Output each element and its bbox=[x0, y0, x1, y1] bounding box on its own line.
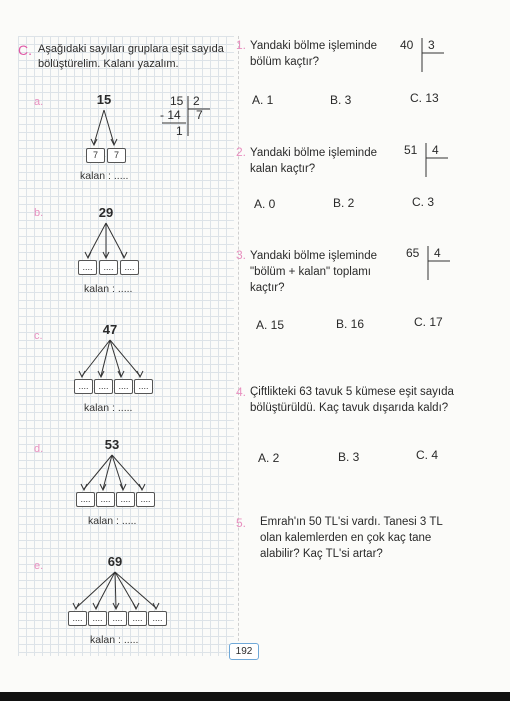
tree-number: 47 bbox=[102, 322, 118, 337]
section-letter: C. bbox=[18, 42, 32, 58]
answer-box[interactable]: .... bbox=[96, 492, 115, 507]
option-b[interactable]: B. 16 bbox=[336, 317, 365, 331]
kalan-label: kalan : ..... bbox=[84, 283, 133, 295]
division-dividend: 51 bbox=[404, 143, 418, 157]
division-divisor: 4 bbox=[432, 143, 439, 157]
option-a[interactable]: A. 15 bbox=[256, 318, 285, 332]
option-c[interactable]: C. 17 bbox=[414, 315, 443, 329]
question-text: Yandaki bölme işleminde bölüm kaçtır? bbox=[250, 40, 377, 68]
division-divisor: 3 bbox=[428, 38, 435, 52]
division-lines bbox=[160, 94, 220, 140]
option-a[interactable]: A. 1 bbox=[252, 93, 274, 107]
answer-box[interactable]: .... bbox=[136, 492, 155, 507]
answer-box[interactable]: .... bbox=[88, 611, 107, 626]
option-b[interactable]: B. 2 bbox=[333, 196, 355, 210]
kalan-label: kalan : ..... bbox=[90, 634, 139, 646]
option-b[interactable]: B. 3 bbox=[330, 93, 352, 107]
item-letter: e. bbox=[34, 560, 44, 572]
answer-box[interactable]: .... bbox=[94, 379, 113, 394]
item-letter: c. bbox=[34, 330, 43, 342]
tree-arrows bbox=[76, 221, 140, 261]
division-dividend: 65 bbox=[406, 246, 420, 260]
option-a[interactable]: A. 0 bbox=[254, 197, 276, 211]
tree-arrows bbox=[74, 453, 158, 493]
question-text: Yandaki bölme işleminde kalan kaçtır? bbox=[250, 147, 377, 175]
division-bracket bbox=[422, 141, 452, 181]
kalan-label: kalan : ..... bbox=[88, 515, 137, 527]
tree-number: 29 bbox=[98, 205, 114, 220]
answer-box[interactable]: .... bbox=[78, 260, 97, 275]
item-letter: a. bbox=[34, 96, 44, 108]
answer-box[interactable]: .... bbox=[116, 492, 135, 507]
answer-box[interactable]: 7 bbox=[86, 148, 105, 163]
example-dividend: 15 bbox=[170, 94, 184, 108]
division-dividend: 40 bbox=[400, 38, 414, 52]
answer-box[interactable]: 7 bbox=[107, 148, 126, 163]
question-text: Emrah'ın 50 TL'si vardı. Tanesi 3 TL olan kalemlerden en çok kaç tane alabilir? Kaç TL'si artar? bbox=[260, 516, 443, 560]
kalan-label: kalan : ..... bbox=[84, 402, 133, 414]
question-number: 1. bbox=[236, 38, 247, 52]
example-remainder: 1 bbox=[176, 124, 183, 138]
question-number: 5. bbox=[236, 516, 247, 530]
tree-number: 15 bbox=[96, 92, 112, 107]
option-b[interactable]: B. 3 bbox=[338, 450, 360, 464]
division-divisor: 4 bbox=[434, 246, 441, 260]
tree-number: 53 bbox=[104, 437, 120, 452]
option-c[interactable]: C. 4 bbox=[416, 448, 439, 462]
division-bracket bbox=[424, 244, 454, 284]
answer-box[interactable]: .... bbox=[148, 611, 167, 626]
column-divider bbox=[238, 36, 240, 656]
answer-box[interactable]: .... bbox=[108, 611, 127, 626]
section-title: Aşağıdaki sayıları gruplara eşit sayıda bölüştürelim. Kalanı yazalım. bbox=[38, 43, 224, 70]
option-c[interactable]: C. 13 bbox=[410, 91, 439, 105]
answer-box[interactable]: .... bbox=[120, 260, 139, 275]
tree-arrows bbox=[80, 108, 130, 148]
answer-box[interactable]: .... bbox=[76, 492, 95, 507]
kalan-label: kalan : ..... bbox=[80, 170, 129, 182]
answer-box[interactable]: .... bbox=[134, 379, 153, 394]
answer-box[interactable]: .... bbox=[68, 611, 87, 626]
item-letter: b. bbox=[34, 207, 44, 219]
option-c[interactable]: C. 3 bbox=[412, 195, 435, 209]
item-letter: d. bbox=[34, 443, 44, 455]
tree-number: 69 bbox=[107, 554, 123, 569]
answer-box[interactable]: .... bbox=[128, 611, 147, 626]
division-bracket bbox=[418, 36, 448, 76]
example-divisor: 2 bbox=[193, 94, 200, 108]
question-number: 2. bbox=[236, 145, 247, 159]
answer-box[interactable]: .... bbox=[74, 379, 93, 394]
question-number: 4. bbox=[236, 385, 247, 399]
tree-arrows bbox=[66, 570, 170, 612]
scan-edge bbox=[0, 692, 510, 701]
question-number: 3. bbox=[236, 248, 247, 262]
question-text: Çiftlikteki 63 tavuk 5 kümese eşit sayıda bölüştürüldü. Kaç tavuk dışarıda kaldı? bbox=[250, 386, 454, 414]
page-number: 192 bbox=[229, 643, 259, 660]
question-text: Yandaki bölme işleminde "bölüm + kalan" toplamı kaçtır? bbox=[250, 250, 377, 294]
answer-box[interactable]: .... bbox=[99, 260, 118, 275]
tree-arrows bbox=[72, 338, 156, 380]
answer-box[interactable]: .... bbox=[114, 379, 133, 394]
example-quotient: 7 bbox=[196, 108, 203, 122]
option-a[interactable]: A. 2 bbox=[258, 451, 280, 465]
example-subtract: - 14 bbox=[160, 108, 181, 122]
